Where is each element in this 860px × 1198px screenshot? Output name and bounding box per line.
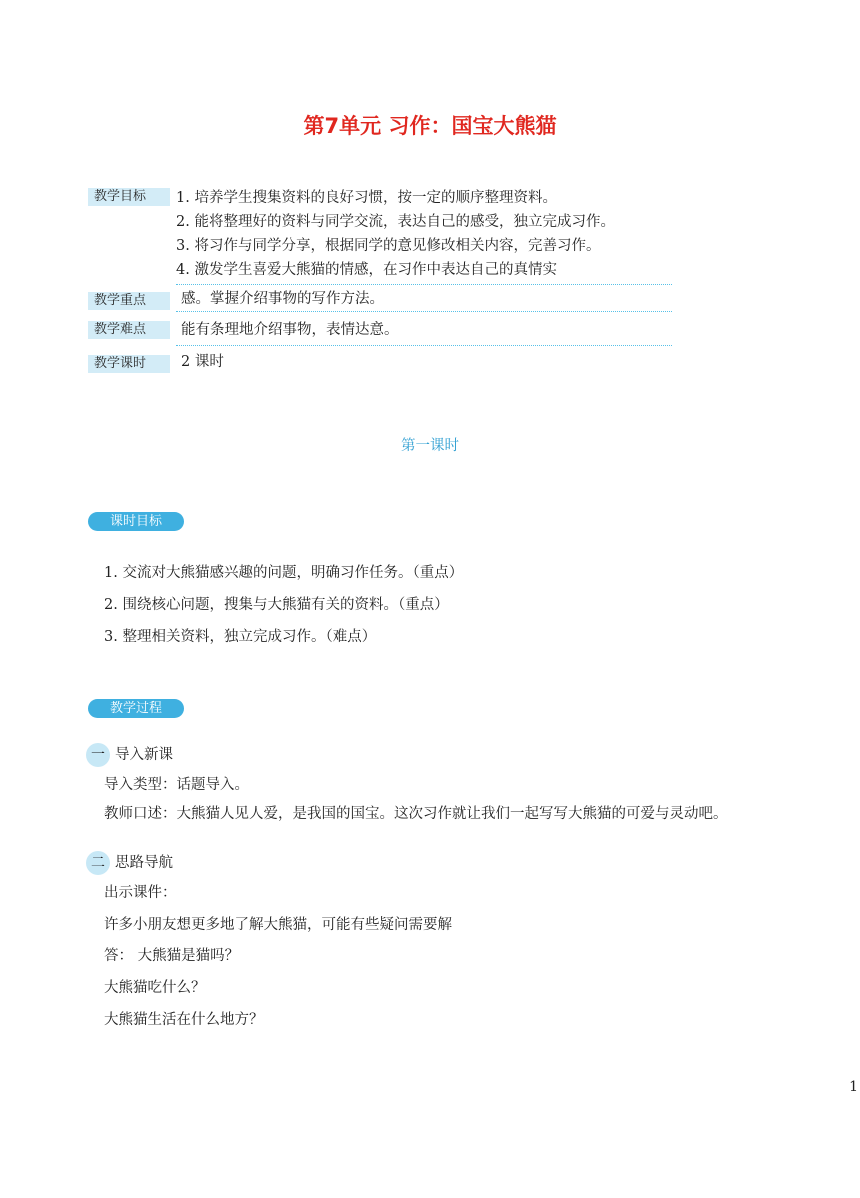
step-line: 大熊猫生活在什么地方？ bbox=[104, 1012, 264, 1028]
divider bbox=[176, 284, 672, 285]
class-hours-label: 教学课时 bbox=[88, 355, 170, 373]
divider bbox=[176, 311, 672, 312]
goal-item-1: 1. 培养学生搜集资料的良好习惯，按一定的顺序整理资料。 bbox=[176, 190, 557, 206]
key-points-label: 教学重点 bbox=[88, 292, 170, 310]
step-title: 思路导航 bbox=[115, 855, 173, 871]
document-title: 第7单元 习作：国宝大熊猫 bbox=[303, 114, 557, 138]
goal-item-3: 3. 将习作与同学分享，根据同学的意见修改相关内容，完善习作。 bbox=[176, 238, 601, 254]
difficulty-label: 教学难点 bbox=[88, 321, 170, 339]
lesson-goals-badge: 课时目标 bbox=[88, 512, 184, 531]
step-line: 教师口述：大熊猫人见人爱，是我国的国宝。这次习作就让我们一起写写大熊猫的可爱与灵动吧。 bbox=[104, 806, 728, 822]
lesson-goal-3: 3. 整理相关资料，独立完成习作。（难点） bbox=[104, 629, 377, 645]
goal-item-2: 2. 能将整理好的资料与同学交流，表达自己的感受，独立完成习作。 bbox=[176, 214, 615, 230]
divider bbox=[176, 345, 672, 346]
step-number-badge: 二 bbox=[86, 851, 110, 875]
difficulty-text: 能有条理地介绍事物，表情达意。 bbox=[181, 322, 399, 338]
step-line: 导入类型：话题导入。 bbox=[104, 777, 249, 793]
lesson-goal-2: 2. 围绕核心问题，搜集与大熊猫有关的资料。（重点） bbox=[104, 597, 449, 613]
goal-item-4: 4. 激发学生喜爱大熊猫的情感，在习作中表达自己的真情实 bbox=[176, 262, 557, 278]
teaching-goals-label: 教学目标 bbox=[88, 188, 170, 206]
step-line: 答： 大熊猫是猫吗？ bbox=[104, 948, 240, 964]
page-number: 1 bbox=[849, 1079, 858, 1095]
step-line: 出示课件： bbox=[104, 885, 177, 901]
step-number-badge: 一 bbox=[86, 743, 110, 767]
key-points-text: 感。掌握介绍事物的写作方法。 bbox=[181, 291, 384, 307]
class-hours-text: 2 课时 bbox=[181, 354, 224, 370]
teaching-process-badge: 教学过程 bbox=[88, 699, 184, 718]
step-line: 许多小朋友想更多地了解大熊猫，可能有些疑问需要解 bbox=[104, 917, 452, 933]
step-title: 导入新课 bbox=[115, 747, 173, 763]
lesson-goal-1: 1. 交流对大熊猫感兴趣的问题，明确习作任务。（重点） bbox=[104, 565, 464, 581]
lesson-title: 第一课时 bbox=[401, 438, 459, 454]
step-line: 大熊猫吃什么？ bbox=[104, 980, 206, 996]
